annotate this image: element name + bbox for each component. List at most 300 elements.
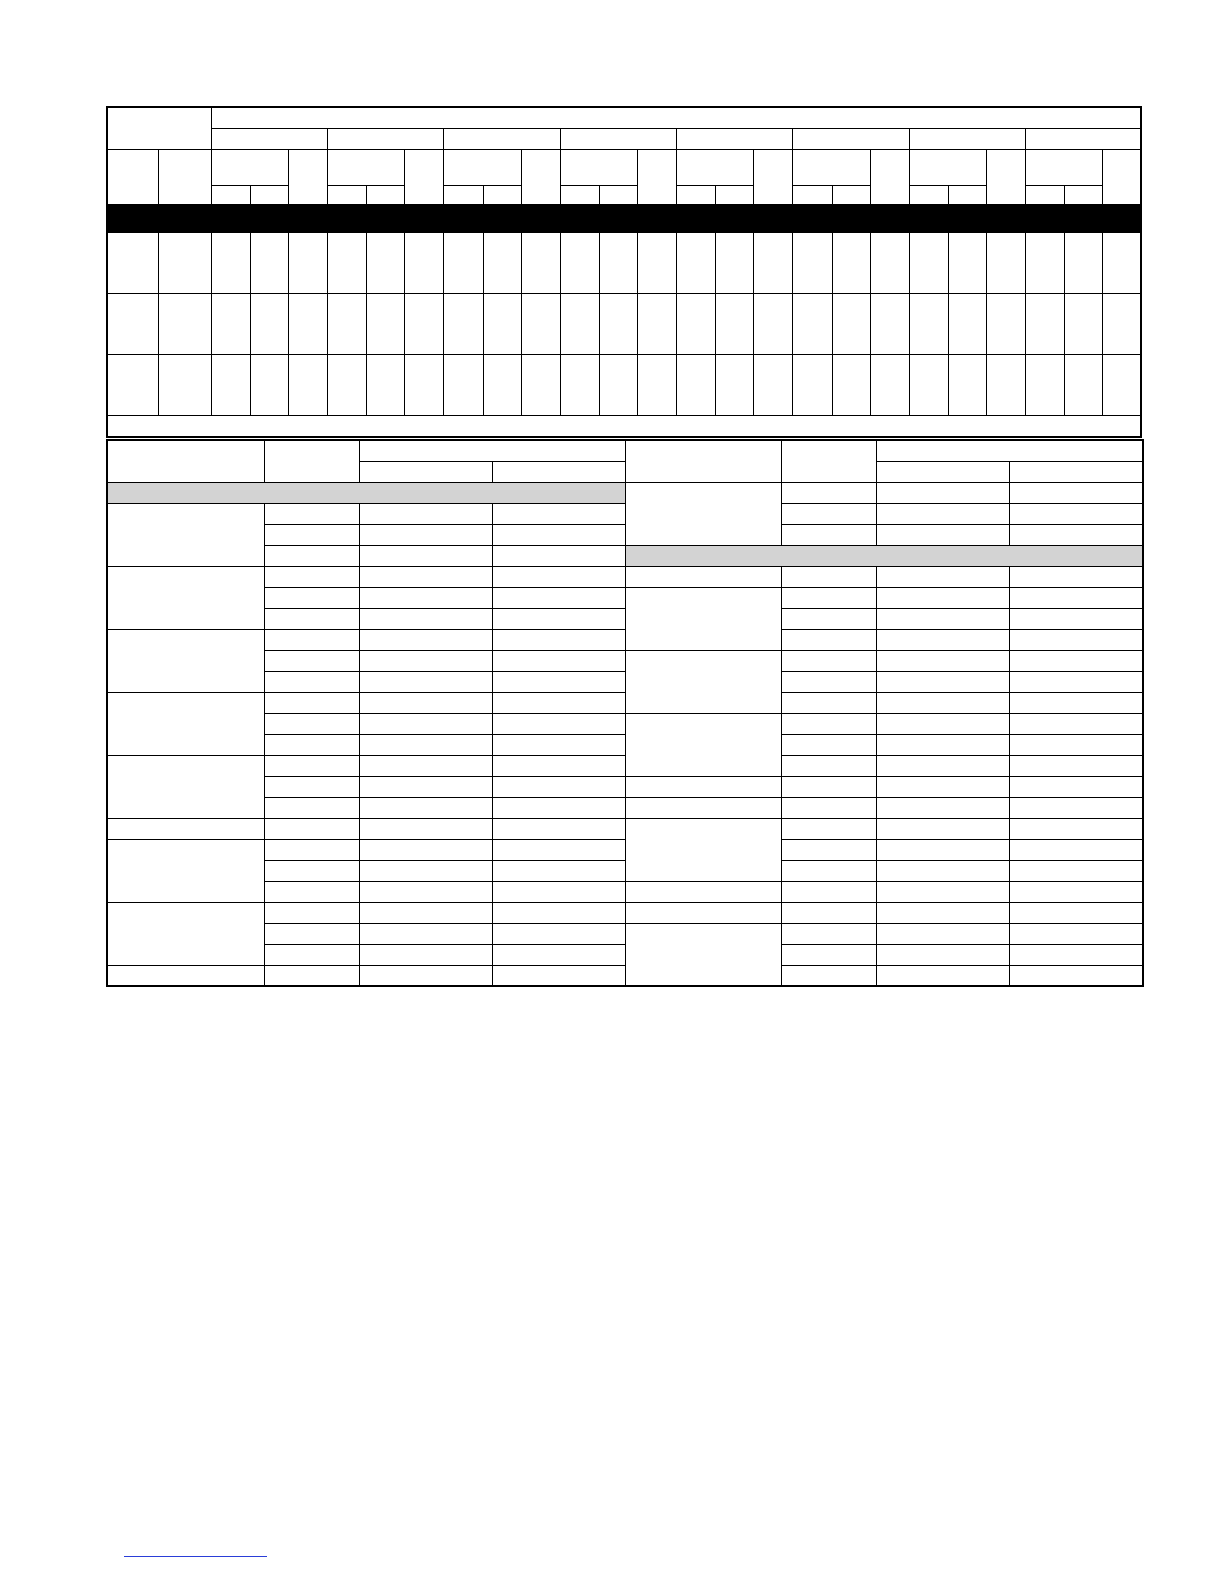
data-cell[interactable] xyxy=(599,232,637,293)
t2-cell[interactable] xyxy=(264,881,359,902)
data-cell[interactable] xyxy=(909,232,948,293)
t2-cell[interactable] xyxy=(492,650,625,671)
subgroup-header-cell xyxy=(289,149,328,204)
header-row-3 xyxy=(107,149,1141,185)
t2-header-cell xyxy=(492,461,625,482)
data-cell[interactable] xyxy=(677,232,716,293)
t2-left-label xyxy=(107,755,264,818)
t2-cell[interactable] xyxy=(876,566,1009,587)
data-cell[interactable] xyxy=(328,293,367,354)
t2-right-label xyxy=(625,587,781,650)
data-cell[interactable] xyxy=(483,354,521,415)
data-cell[interactable] xyxy=(637,293,676,354)
t2-cell[interactable] xyxy=(781,629,876,650)
t2-right-section-heading xyxy=(625,545,1143,566)
data-cell[interactable] xyxy=(289,232,328,293)
t2-cell[interactable] xyxy=(492,503,625,524)
t2-cell[interactable] xyxy=(1009,944,1143,965)
group-header-cell xyxy=(560,128,676,149)
t2-cell[interactable] xyxy=(781,587,876,608)
t2-cell[interactable] xyxy=(359,923,492,944)
t2-left-label xyxy=(107,902,264,965)
t2-cell[interactable] xyxy=(781,566,876,587)
data-cell[interactable] xyxy=(870,354,909,415)
t2-cell[interactable] xyxy=(492,902,625,923)
t2-cell[interactable] xyxy=(359,860,492,881)
t2-left-label xyxy=(107,692,264,755)
t2-cell[interactable] xyxy=(264,776,359,797)
data-cell[interactable] xyxy=(444,293,483,354)
t2-cell[interactable] xyxy=(876,482,1009,503)
data-cell[interactable] xyxy=(948,232,986,293)
t2-cell[interactable] xyxy=(492,734,625,755)
t2-cell[interactable] xyxy=(264,755,359,776)
data-cell[interactable] xyxy=(1065,354,1103,415)
t2-cell[interactable] xyxy=(492,776,625,797)
group-header-cell xyxy=(444,128,560,149)
data-cell[interactable] xyxy=(521,293,560,354)
span-header-cell xyxy=(211,107,1141,128)
t2-header-cell xyxy=(625,440,781,482)
t2-cell[interactable] xyxy=(876,776,1009,797)
t2-cell[interactable] xyxy=(492,524,625,545)
t2-right-label xyxy=(625,797,781,818)
data-cell[interactable] xyxy=(986,293,1025,354)
t2-right-label xyxy=(625,776,781,797)
t2-cell[interactable] xyxy=(876,608,1009,629)
t2-cell[interactable] xyxy=(1009,629,1143,650)
data-cell[interactable] xyxy=(832,293,870,354)
data-cell[interactable] xyxy=(367,232,405,293)
sub-header-cell xyxy=(1026,185,1065,204)
t2-cell[interactable] xyxy=(359,650,492,671)
t2-cell[interactable] xyxy=(781,671,876,692)
data-cell[interactable] xyxy=(107,232,158,293)
data-cell[interactable] xyxy=(483,293,521,354)
t2-header-cell xyxy=(781,440,876,482)
t2-cell[interactable] xyxy=(359,608,492,629)
black-band xyxy=(107,204,1141,232)
t2-cell[interactable] xyxy=(264,587,359,608)
t2-cell[interactable] xyxy=(359,965,492,986)
subgroup-header-cell xyxy=(677,149,754,185)
t2-cell[interactable] xyxy=(1009,734,1143,755)
sub-header-cell xyxy=(211,185,250,204)
corner-header-cell xyxy=(107,107,211,149)
subgroup-header-cell xyxy=(986,149,1025,204)
t2-left-label xyxy=(107,629,264,692)
t2-header-row-1 xyxy=(107,440,1143,461)
data-cell[interactable] xyxy=(948,354,986,415)
subgroup-header-cell xyxy=(560,149,637,185)
data-cell[interactable] xyxy=(444,354,483,415)
data-cell[interactable] xyxy=(1026,232,1065,293)
t2-cell[interactable] xyxy=(1009,524,1143,545)
subgroup-header-cell xyxy=(1103,149,1141,204)
t2-cell[interactable] xyxy=(781,692,876,713)
t2-cell[interactable] xyxy=(876,923,1009,944)
data-cell[interactable] xyxy=(754,354,793,415)
t2-cell[interactable] xyxy=(781,755,876,776)
subgroup-header-cell xyxy=(328,149,405,185)
sub-header-cell xyxy=(328,185,367,204)
data-cell[interactable] xyxy=(1065,232,1103,293)
t2-cell[interactable] xyxy=(1009,818,1143,839)
t2-cell[interactable] xyxy=(781,860,876,881)
t2-cell[interactable] xyxy=(264,734,359,755)
data-cell[interactable] xyxy=(211,293,250,354)
t2-cell[interactable] xyxy=(781,923,876,944)
t2-cell[interactable] xyxy=(264,566,359,587)
t2-cell[interactable] xyxy=(781,944,876,965)
t2-right-label xyxy=(625,818,781,881)
t2-left-label xyxy=(107,839,264,902)
data-cell[interactable] xyxy=(870,232,909,293)
t2-cell[interactable] xyxy=(876,902,1009,923)
t2-cell[interactable] xyxy=(781,776,876,797)
t2-right-label xyxy=(625,482,781,545)
t2-cell[interactable] xyxy=(359,566,492,587)
t2-cell[interactable] xyxy=(781,797,876,818)
t2-cell[interactable] xyxy=(264,839,359,860)
group-header-cell xyxy=(909,128,1025,149)
t2-cell[interactable] xyxy=(876,860,1009,881)
t2-cell[interactable] xyxy=(359,524,492,545)
t2-cell[interactable] xyxy=(1009,881,1143,902)
t2-left-label xyxy=(107,818,264,839)
data-cell[interactable] xyxy=(405,293,444,354)
t2-cell[interactable] xyxy=(781,839,876,860)
data-cell[interactable] xyxy=(521,354,560,415)
t2-cell[interactable] xyxy=(1009,671,1143,692)
t2-cell[interactable] xyxy=(359,776,492,797)
t2-cell[interactable] xyxy=(1009,650,1143,671)
t2-cell[interactable] xyxy=(1009,797,1143,818)
t2-cell[interactable] xyxy=(1009,608,1143,629)
t2-cell[interactable] xyxy=(781,881,876,902)
t2-cell[interactable] xyxy=(1009,923,1143,944)
t2-cell[interactable] xyxy=(264,923,359,944)
t2-cell[interactable] xyxy=(876,587,1009,608)
subgroup-header-cell xyxy=(909,149,986,185)
t2-cell[interactable] xyxy=(1009,566,1143,587)
t2-cell[interactable] xyxy=(264,650,359,671)
t2-cell[interactable] xyxy=(781,818,876,839)
t2-cell[interactable] xyxy=(1009,965,1143,986)
group-header-cell xyxy=(211,128,327,149)
t2-cell[interactable] xyxy=(264,902,359,923)
data-cell[interactable] xyxy=(909,354,948,415)
t2-left-section-heading xyxy=(107,482,625,503)
data-cell[interactable] xyxy=(793,354,832,415)
t2-cell[interactable] xyxy=(359,545,492,566)
data-cell[interactable] xyxy=(793,232,832,293)
data-cell[interactable] xyxy=(211,232,250,293)
data-cell[interactable] xyxy=(1103,293,1141,354)
t2-cell[interactable] xyxy=(359,944,492,965)
data-cell[interactable] xyxy=(1103,354,1141,415)
sub-header-cell xyxy=(948,185,986,204)
t2-cell[interactable] xyxy=(781,734,876,755)
data-cell[interactable] xyxy=(1065,293,1103,354)
data-cell[interactable] xyxy=(677,293,716,354)
group-header-cell xyxy=(677,128,793,149)
t2-cell[interactable] xyxy=(492,797,625,818)
group-header-cell xyxy=(1026,128,1141,149)
t2-header-cell xyxy=(107,440,264,482)
data-cell[interactable] xyxy=(1103,232,1141,293)
data-row xyxy=(107,354,1141,415)
data-cell[interactable] xyxy=(716,293,754,354)
t2-cell[interactable] xyxy=(359,503,492,524)
data-cell[interactable] xyxy=(560,293,599,354)
t2-cell[interactable] xyxy=(876,755,1009,776)
data-cell[interactable] xyxy=(250,232,288,293)
t2-cell[interactable] xyxy=(492,818,625,839)
t2-cell[interactable] xyxy=(264,965,359,986)
data-cell[interactable] xyxy=(367,293,405,354)
subgroup-header-cell xyxy=(211,149,288,185)
sub-header-cell xyxy=(599,185,637,204)
sub-header-cell xyxy=(793,185,832,204)
t2-cell[interactable] xyxy=(781,524,876,545)
data-cell[interactable] xyxy=(716,232,754,293)
t2-cell[interactable] xyxy=(264,671,359,692)
data-cell[interactable] xyxy=(367,354,405,415)
data-cell[interactable] xyxy=(250,293,288,354)
t2-cell[interactable] xyxy=(1009,503,1143,524)
data-cell[interactable] xyxy=(986,354,1025,415)
t2-cell[interactable] xyxy=(264,944,359,965)
t2-cell[interactable] xyxy=(876,503,1009,524)
data-cell[interactable] xyxy=(909,293,948,354)
subgroup-header-cell xyxy=(405,149,444,204)
t2-cell[interactable] xyxy=(1009,902,1143,923)
t2-cell[interactable] xyxy=(876,881,1009,902)
t2-cell[interactable] xyxy=(359,755,492,776)
t2-cell[interactable] xyxy=(359,671,492,692)
t2-cell[interactable] xyxy=(781,650,876,671)
data-cell[interactable] xyxy=(832,232,870,293)
data-cell[interactable] xyxy=(1026,354,1065,415)
t2-cell[interactable] xyxy=(492,587,625,608)
t2-cell[interactable] xyxy=(876,839,1009,860)
subgroup-header-cell xyxy=(637,149,676,204)
t2-cell[interactable] xyxy=(876,818,1009,839)
footer-cell xyxy=(107,415,1141,437)
sub-header-cell xyxy=(444,185,483,204)
data-cell[interactable] xyxy=(289,354,328,415)
t2-cell[interactable] xyxy=(876,713,1009,734)
data-cell[interactable] xyxy=(870,293,909,354)
t2-cell[interactable] xyxy=(359,881,492,902)
t2-left-label xyxy=(107,503,264,566)
t2-cell[interactable] xyxy=(492,923,625,944)
t2-right-label xyxy=(625,713,781,776)
header-row-2 xyxy=(107,128,1141,149)
t2-cell[interactable] xyxy=(492,860,625,881)
subgroup-header-cell xyxy=(444,149,521,185)
t2-cell[interactable] xyxy=(264,713,359,734)
data-cell[interactable] xyxy=(599,354,637,415)
data-cell[interactable] xyxy=(328,354,367,415)
t2-cell[interactable] xyxy=(1009,839,1143,860)
t2-header-cell xyxy=(1009,461,1143,482)
t2-row xyxy=(107,818,1143,839)
data-cell[interactable] xyxy=(560,354,599,415)
subgroup-header-cell xyxy=(754,149,793,204)
data-cell[interactable] xyxy=(637,354,676,415)
data-cell[interactable] xyxy=(444,232,483,293)
subgroup-header-cell xyxy=(870,149,909,204)
t2-cell[interactable] xyxy=(781,902,876,923)
data-cell[interactable] xyxy=(107,354,158,415)
t2-cell[interactable] xyxy=(1009,755,1143,776)
t2-cell[interactable] xyxy=(359,734,492,755)
data-cell[interactable] xyxy=(754,232,793,293)
t2-cell[interactable] xyxy=(264,860,359,881)
data-cell[interactable] xyxy=(793,293,832,354)
t2-cell[interactable] xyxy=(264,503,359,524)
t2-cell[interactable] xyxy=(1009,482,1143,503)
t2-header-cell xyxy=(264,440,359,482)
data-cell[interactable] xyxy=(832,354,870,415)
data-cell[interactable] xyxy=(599,293,637,354)
data-cell[interactable] xyxy=(677,354,716,415)
t2-cell[interactable] xyxy=(876,524,1009,545)
group-header-cell xyxy=(328,128,444,149)
data-cell[interactable] xyxy=(483,232,521,293)
t2-right-label xyxy=(625,881,781,902)
t2-cell[interactable] xyxy=(492,545,625,566)
footer-link-underline[interactable] xyxy=(124,1556,267,1557)
t2-cell[interactable] xyxy=(359,629,492,650)
t2-cell[interactable] xyxy=(781,608,876,629)
subgroup-header-cell xyxy=(793,149,870,185)
t2-cell[interactable] xyxy=(264,524,359,545)
data-cell[interactable] xyxy=(521,232,560,293)
t2-cell[interactable] xyxy=(781,503,876,524)
sub-header-cell xyxy=(909,185,948,204)
t2-cell[interactable] xyxy=(876,650,1009,671)
data-cell[interactable] xyxy=(1026,293,1065,354)
t2-cell[interactable] xyxy=(1009,713,1143,734)
t2-header-cell xyxy=(359,440,625,461)
t2-cell[interactable] xyxy=(359,692,492,713)
sub-header-cell xyxy=(250,185,288,204)
t2-cell[interactable] xyxy=(876,797,1009,818)
sub-header-cell xyxy=(716,185,754,204)
t2-cell[interactable] xyxy=(876,965,1009,986)
t2-cell[interactable] xyxy=(492,608,625,629)
t2-left-label xyxy=(107,566,264,629)
t2-cell[interactable] xyxy=(492,629,625,650)
t2-right-label xyxy=(625,902,781,923)
t2-cell[interactable] xyxy=(359,713,492,734)
footer-row xyxy=(107,415,1141,437)
t2-cell[interactable] xyxy=(781,482,876,503)
data-cell[interactable] xyxy=(986,232,1025,293)
t2-cell[interactable] xyxy=(492,566,625,587)
t2-cell[interactable] xyxy=(264,818,359,839)
data-cell[interactable] xyxy=(948,293,986,354)
t2-cell[interactable] xyxy=(781,965,876,986)
t2-cell[interactable] xyxy=(264,629,359,650)
group-header-cell xyxy=(793,128,909,149)
t2-left-label xyxy=(107,965,264,986)
t2-cell[interactable] xyxy=(492,713,625,734)
data-cell[interactable] xyxy=(560,232,599,293)
data-cell[interactable] xyxy=(158,293,211,354)
t2-right-label xyxy=(625,566,781,587)
form-table-1 xyxy=(106,106,1142,438)
t2-cell[interactable] xyxy=(359,587,492,608)
t2-right-label xyxy=(625,923,781,986)
data-cell[interactable] xyxy=(405,354,444,415)
t2-cell[interactable] xyxy=(876,671,1009,692)
t2-cell[interactable] xyxy=(876,734,1009,755)
sub-header-cell xyxy=(560,185,599,204)
key-header-cell xyxy=(158,149,211,204)
sub-header-cell xyxy=(483,185,521,204)
data-cell[interactable] xyxy=(405,232,444,293)
form-table-2 xyxy=(106,439,1144,987)
data-cell[interactable] xyxy=(289,293,328,354)
data-cell[interactable] xyxy=(716,354,754,415)
t2-cell[interactable] xyxy=(876,692,1009,713)
data-cell[interactable] xyxy=(250,354,288,415)
header-row-1 xyxy=(107,107,1141,128)
t2-cell[interactable] xyxy=(264,608,359,629)
data-cell[interactable] xyxy=(158,232,211,293)
t2-cell[interactable] xyxy=(359,839,492,860)
data-cell[interactable] xyxy=(754,293,793,354)
data-cell[interactable] xyxy=(158,354,211,415)
t2-cell[interactable] xyxy=(1009,692,1143,713)
t2-cell[interactable] xyxy=(264,545,359,566)
t2-cell[interactable] xyxy=(1009,776,1143,797)
data-cell[interactable] xyxy=(107,293,158,354)
t2-cell[interactable] xyxy=(492,944,625,965)
t2-cell[interactable] xyxy=(876,629,1009,650)
t2-cell[interactable] xyxy=(492,881,625,902)
t2-cell[interactable] xyxy=(1009,860,1143,881)
sub-header-cell xyxy=(677,185,716,204)
t2-header-cell xyxy=(876,461,1009,482)
t2-cell[interactable] xyxy=(359,797,492,818)
data-cell[interactable] xyxy=(211,354,250,415)
data-cell[interactable] xyxy=(328,232,367,293)
t2-cell[interactable] xyxy=(359,818,492,839)
t2-cell[interactable] xyxy=(492,965,625,986)
t2-cell[interactable] xyxy=(359,902,492,923)
data-cell[interactable] xyxy=(637,232,676,293)
data-row xyxy=(107,293,1141,354)
data-row xyxy=(107,232,1141,293)
header-row-4 xyxy=(107,185,1141,204)
t2-cell[interactable] xyxy=(492,839,625,860)
t2-cell[interactable] xyxy=(1009,587,1143,608)
t2-cell[interactable] xyxy=(264,797,359,818)
t2-cell[interactable] xyxy=(492,755,625,776)
subgroup-header-cell xyxy=(521,149,560,204)
t2-cell[interactable] xyxy=(781,713,876,734)
t2-cell[interactable] xyxy=(492,692,625,713)
t2-cell[interactable] xyxy=(492,671,625,692)
t2-cell[interactable] xyxy=(876,944,1009,965)
t2-cell[interactable] xyxy=(264,692,359,713)
subgroup-header-cell xyxy=(1026,149,1103,185)
